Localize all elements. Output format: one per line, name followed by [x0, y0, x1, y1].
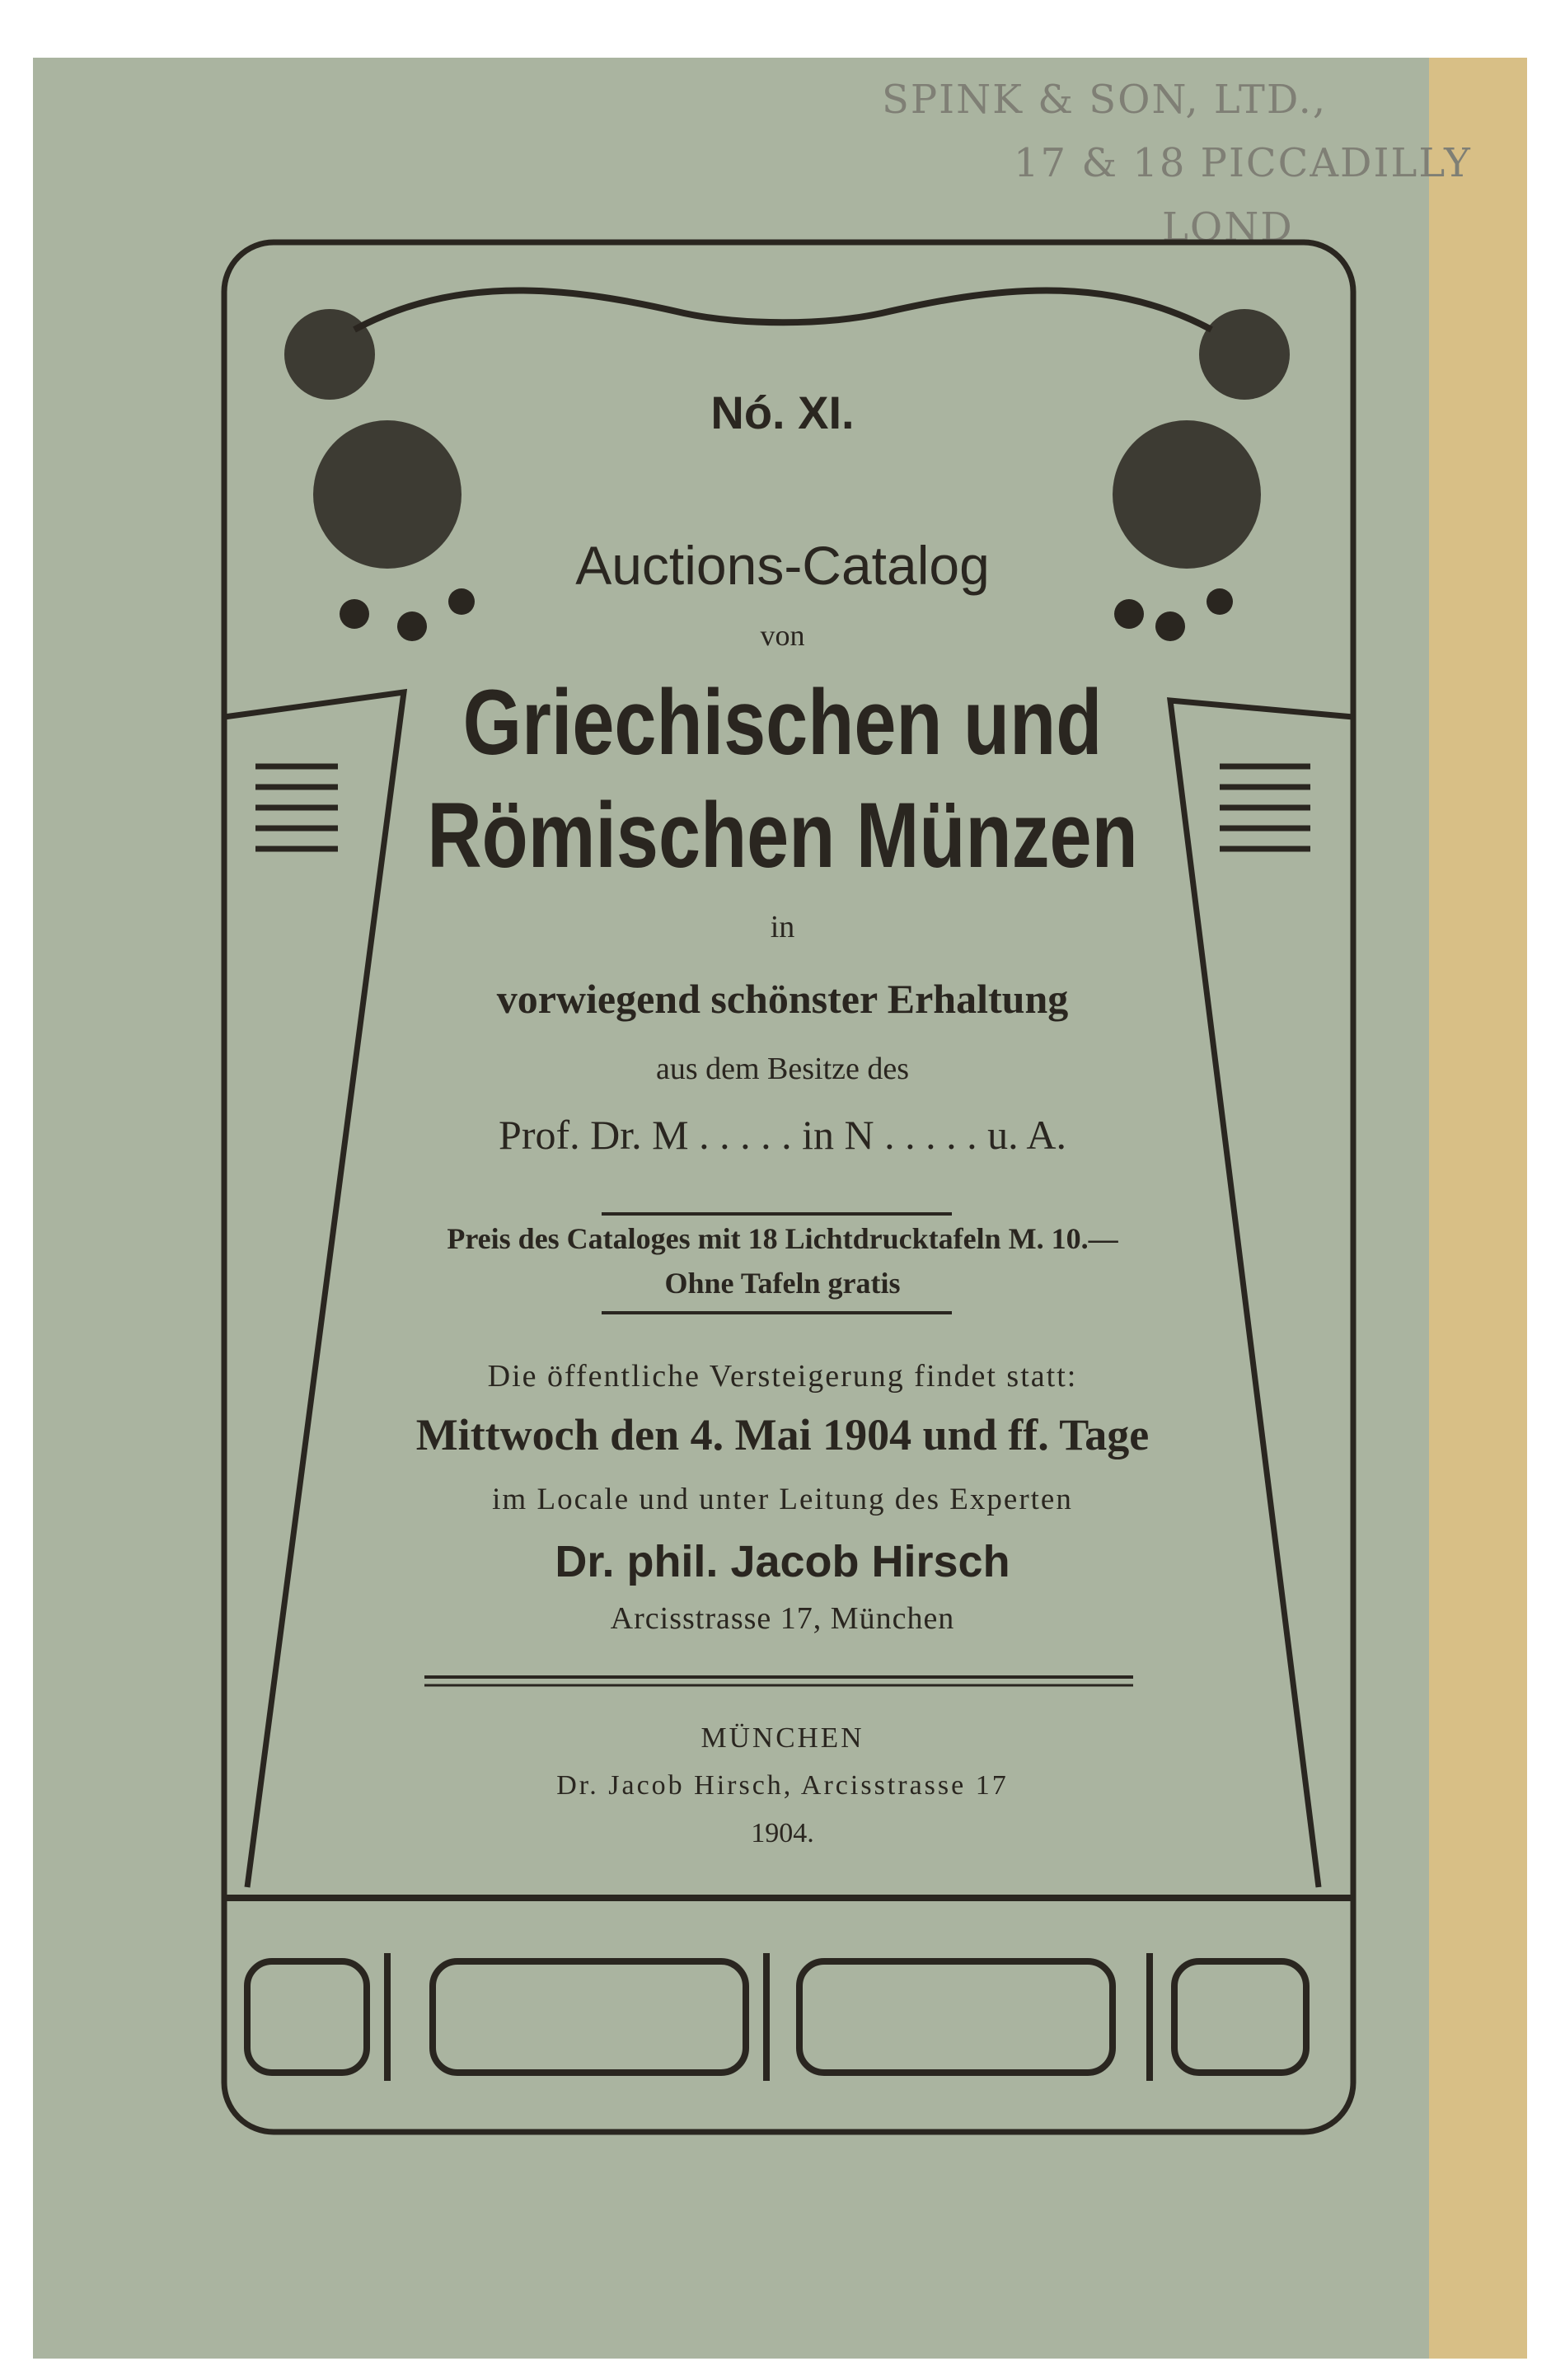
- in-text: in: [770, 910, 795, 944]
- title-line-1: Griechischen und: [462, 671, 1103, 774]
- von-text: von: [760, 619, 805, 652]
- owner-text: Prof. Dr. M . . . . . in N . . . . . u. A.: [499, 1112, 1066, 1158]
- auction-date: Mittwoch den 4. Mai 1904 und ff. Tage: [415, 1410, 1150, 1459]
- expert-address: Arcisstrasse 17, München: [610, 1601, 955, 1636]
- expert-intro: im Locale und unter Leitung des Experten: [492, 1483, 1073, 1516]
- price-line-1: Preis des Cataloges mit 18 Lichtdrucktafeln M. 10.—: [447, 1222, 1118, 1255]
- title-line-2: Römischen Münzen: [427, 784, 1138, 887]
- city: MÜNCHEN: [701, 1722, 864, 1754]
- stamp-line-1: SPINK & SON, LTD.,: [882, 77, 1328, 123]
- price-line-2: Ohne Tafeln gratis: [664, 1267, 901, 1300]
- year: 1904.: [751, 1818, 814, 1848]
- expert-name: Dr. phil. Jacob Hirsch: [555, 1537, 1010, 1586]
- owner-intro: aus dem Besitze des: [655, 1052, 910, 1086]
- stamp-line-2: 17 & 18 PICCADILLY: [1014, 140, 1472, 186]
- stamp-line-3: LOND: [1162, 204, 1294, 251]
- catalog-number: Nó. XI.: [710, 387, 855, 438]
- auction-intro: Die öffentliche Versteigerung findet statt:: [487, 1359, 1078, 1394]
- condition-text: vorwiegend schönster Erhaltung: [496, 976, 1069, 1022]
- subtitle: Auctions-Catalog: [575, 535, 990, 596]
- publisher: Dr. Jacob Hirsch, Arcisstrasse 17: [556, 1770, 1009, 1801]
- vine-ornament: [354, 291, 1211, 330]
- bottom-ornament-row: [247, 1953, 1306, 2081]
